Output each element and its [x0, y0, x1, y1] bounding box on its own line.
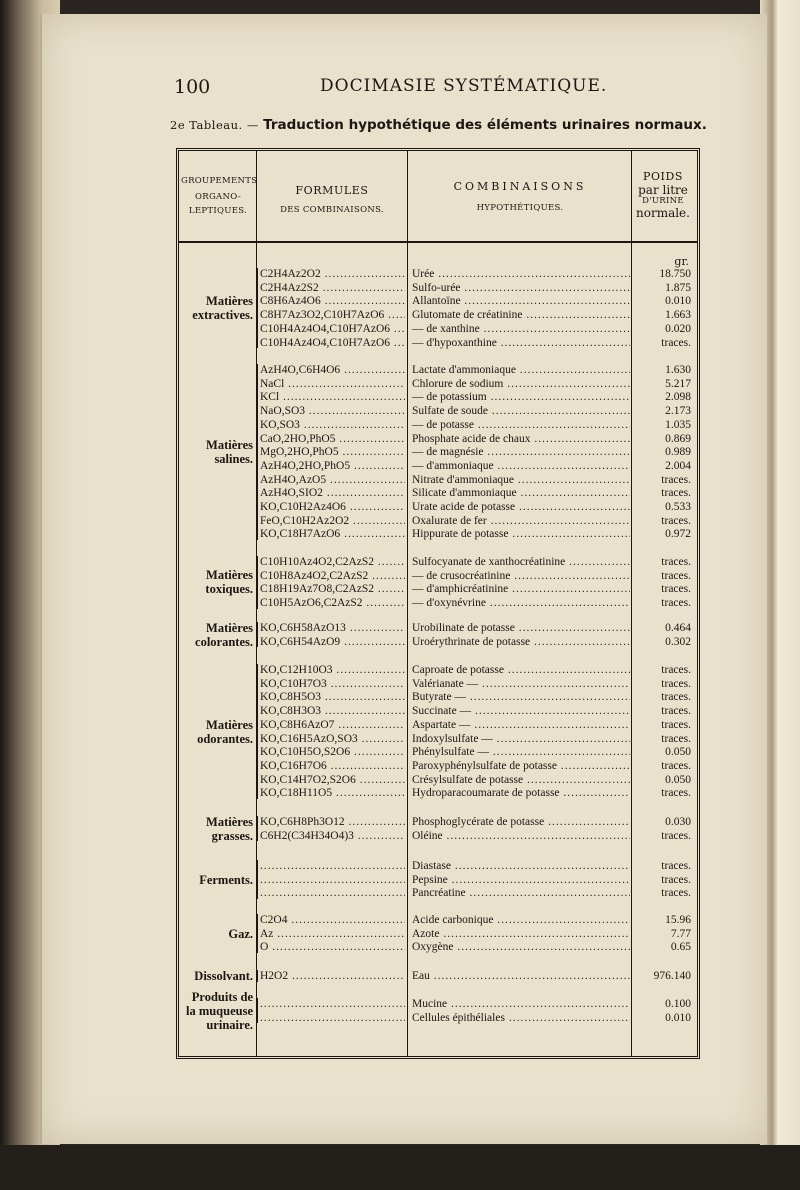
compound-cell: Mucine .....	[412, 997, 630, 1011]
weight-cell: traces.	[661, 705, 691, 718]
weight-cell: 18.750	[659, 268, 691, 280]
weight-cell: traces.	[661, 569, 691, 582]
table-row	[179, 718, 697, 732]
compound-cell: Urate acide de potasse .....	[412, 500, 630, 514]
compound-cell: Oléine .....	[412, 829, 630, 843]
weight-cell: traces.	[661, 664, 691, 676]
compound-cell: Phénylsulfate — .....	[412, 745, 630, 759]
data-table	[176, 148, 700, 1059]
compound-cell: Aspartate — .....	[412, 718, 630, 732]
compound-cell: Succinate — .....	[412, 704, 630, 718]
compound-cell: Diastase .....	[412, 859, 630, 873]
table-row	[179, 294, 697, 308]
table-row	[179, 569, 697, 583]
weight-cell: traces.	[661, 336, 691, 349]
weight-cell: 0.302	[665, 635, 691, 648]
weight-cell: 0.020	[665, 322, 691, 335]
weight-cell: 0.100	[665, 998, 691, 1010]
compound-cell: Acide carbonique .....	[412, 913, 630, 927]
compound-cell: Phosphate acide de chaux .....	[412, 432, 630, 446]
table-row	[179, 377, 697, 391]
formula-cell: NaO,SO3 .....	[260, 404, 405, 418]
formula-cell: KO,C10H7O3 .....	[260, 677, 405, 691]
compound-cell: Nitrate d'ammoniaque .....	[412, 473, 630, 487]
table-row	[179, 873, 697, 887]
table-row	[179, 322, 697, 336]
table-row	[179, 527, 697, 541]
formula-cell: C8H7Az3O2,C10H7AzO6 .....	[260, 308, 405, 322]
compound-cell: Caproate de potasse .....	[412, 663, 630, 677]
table-row	[179, 582, 697, 596]
table-row	[179, 663, 697, 677]
formula-cell: C2H4Az2O2 .....	[260, 267, 405, 281]
table-row	[179, 759, 697, 773]
weight-cell: 0.050	[665, 773, 691, 786]
group-label: Matières grasses.	[206, 814, 253, 843]
weight-cell: traces.	[661, 677, 691, 690]
formula-cell: KO,C10H2Az4O6 .....	[260, 500, 405, 514]
compound-cell: Butyrate — .....	[412, 690, 630, 704]
compound-cell: — de xanthine .....	[412, 322, 630, 336]
table-row	[179, 969, 697, 983]
weight-cell: traces.	[661, 759, 691, 772]
compound-cell: Sulfocyanate de xanthocréatinine .....	[412, 555, 630, 569]
compound-cell: — d'amphicréatinine .....	[412, 582, 630, 596]
header-text: COMBINAISONS	[453, 180, 587, 193]
weight-cell: traces.	[661, 887, 691, 900]
header-poids	[633, 171, 693, 221]
table-row	[179, 997, 697, 1011]
table-row	[179, 267, 697, 281]
group-label: Matières colorantes.	[195, 620, 253, 649]
compound-cell: Pancréatine .....	[412, 886, 630, 900]
table-row	[179, 363, 697, 377]
table-row	[179, 432, 697, 446]
weight-cell: 2.004	[665, 459, 691, 472]
table-row	[179, 308, 697, 322]
formula-cell: C8H6Az4O6 .....	[260, 294, 405, 308]
table-row	[179, 677, 697, 691]
compound-cell: Paroxyphénylsulfate de potasse .....	[412, 759, 630, 773]
header-formules	[259, 185, 405, 215]
formula-cell: KO,C8H6AzO7 .....	[260, 718, 405, 732]
formula-cell	[260, 873, 405, 887]
weight-cell: 1.035	[665, 418, 691, 431]
table-row	[179, 500, 697, 514]
compound-cell: — de potasse .....	[412, 418, 630, 432]
weight-cell: traces.	[661, 583, 691, 596]
weight-cell: 2.098	[665, 391, 691, 404]
caption-title: Traduction hypothétique des éléments urinaires normaux.	[263, 117, 707, 133]
weight-cell: traces.	[661, 556, 691, 568]
group-label: Produits de la muqueuse urinaire.	[185, 989, 253, 1032]
weight-cell: traces.	[661, 787, 691, 800]
weight-cell: traces.	[661, 473, 691, 486]
formula-cell: Az .....	[260, 927, 405, 941]
compound-cell: — de magnésie .....	[412, 445, 630, 459]
group-label: Ferments.	[199, 872, 253, 887]
table-row	[179, 336, 697, 350]
weight-cell: 0.030	[665, 816, 691, 828]
table-row	[179, 745, 697, 759]
formula-cell: KO,C18H7AzO6 .....	[260, 527, 405, 541]
weight-cell: traces.	[661, 487, 691, 500]
table-row	[179, 1011, 697, 1025]
weight-cell: 2.173	[665, 405, 691, 418]
weight-cell: 0.010	[665, 1011, 691, 1024]
formula-cell: C2O4 .....	[260, 913, 405, 927]
header-text: HYPOTHÉTIQUES.	[476, 202, 564, 213]
formula-cell: C10H5AzO6,C2AzS2 .....	[260, 596, 405, 610]
formula-cell: KO,SO3 .....	[260, 418, 405, 432]
background-shadow	[0, 1145, 800, 1190]
table-row	[179, 404, 697, 418]
formula-cell	[260, 859, 405, 873]
compound-cell: Indoxylsulfate — .....	[412, 732, 630, 746]
table-row	[179, 473, 697, 487]
compound-cell: Urée .....	[412, 267, 630, 281]
table-row	[179, 786, 697, 800]
weight-cell: traces.	[661, 691, 691, 704]
weight-cell: 7.77	[670, 927, 691, 940]
header-combinaisons	[410, 181, 630, 213]
compound-cell: Oxygène .....	[412, 940, 630, 954]
weight-cell: 0.989	[665, 446, 691, 459]
compound-cell: Allantoïne .....	[412, 294, 630, 308]
formula-cell: C18H19Az7O8,C2AzS2 .....	[260, 582, 405, 596]
table-row	[179, 886, 697, 900]
compound-cell: Hippurate de potasse .....	[412, 527, 630, 541]
table-row	[179, 635, 697, 649]
formula-cell: C2H4Az2S2 .....	[260, 281, 405, 295]
compound-cell: — d'oxynévrine .....	[412, 596, 630, 610]
page-number: 100	[174, 76, 211, 98]
compound-cell: Glutomate de créatinine .....	[412, 308, 630, 322]
formula-cell: O .....	[260, 940, 405, 954]
compound-cell: — d'hypoxanthine .....	[412, 336, 630, 350]
table-row	[179, 514, 697, 528]
table-row	[179, 732, 697, 746]
table-row	[179, 829, 697, 843]
compound-cell: Uroérythrinate de potasse .....	[412, 635, 630, 649]
header-divider	[179, 241, 697, 243]
table-row	[179, 815, 697, 829]
unit-label: gr.	[674, 255, 689, 268]
weight-cell: 1.630	[665, 364, 691, 376]
table-row	[179, 940, 697, 954]
header-groupements	[181, 176, 258, 216]
weight-cell: 0.869	[665, 432, 691, 445]
compound-cell: Lactate d'ammoniaque .....	[412, 363, 630, 377]
table-row	[179, 927, 697, 941]
compound-cell: Crésylsulfate de potasse .....	[412, 773, 630, 787]
header-text: DES COMBINAISONS.	[280, 204, 384, 215]
compound-cell: Hydroparacoumarate de potasse .....	[412, 786, 630, 800]
weight-cell: 0.972	[665, 528, 691, 541]
formula-cell: CaO,2HO,PhO5 .....	[260, 432, 405, 446]
table-row	[179, 418, 697, 432]
weight-cell: 1.663	[665, 309, 691, 322]
compound-cell: Chlorure de sodium .....	[412, 377, 630, 391]
table-row	[179, 621, 697, 635]
formula-cell: KO,C16H5AzO,SO3 .....	[260, 732, 405, 746]
formula-cell: C10H4Az4O4,C10H7AzO6 .....	[260, 322, 405, 336]
group-label: Dissolvant.	[194, 968, 253, 983]
table-row	[179, 773, 697, 787]
header-text: GROUPEMENTS	[181, 176, 258, 186]
compound-cell: — de crusocréatinine .....	[412, 569, 630, 583]
formula-cell: KO,C18H11O5 .....	[260, 786, 405, 800]
table-row	[179, 704, 697, 718]
weight-cell: 976.140	[653, 970, 691, 982]
compound-cell: Sulfo-urée .....	[412, 281, 630, 295]
weight-cell: 15.96	[665, 914, 691, 926]
compound-cell: Valérianate — .....	[412, 677, 630, 691]
formula-cell: KO,C8H3O3 .....	[260, 704, 405, 718]
header-text: ORGANO-	[195, 191, 241, 202]
formula-cell: MgO,2HO,PhO5 .....	[260, 445, 405, 459]
header-text: par litre	[638, 182, 688, 197]
compound-cell: Pepsine .....	[412, 873, 630, 887]
compound-cell: Sulfate de soude .....	[412, 404, 630, 418]
weight-cell: traces.	[661, 732, 691, 745]
formula-cell: NaCl .....	[260, 377, 405, 391]
formula-cell	[260, 1011, 405, 1025]
table-row	[179, 596, 697, 610]
table-row	[179, 913, 697, 927]
formula-cell: KO,C16H7O6 .....	[260, 759, 405, 773]
weight-cell: traces.	[661, 718, 691, 731]
formula-cell: KO,C14H7O2,S2O6 .....	[260, 773, 405, 787]
formula-cell: AzH4O,AzO5 .....	[260, 473, 405, 487]
table-row	[179, 859, 697, 873]
weight-cell: 1.875	[665, 281, 691, 294]
table-row	[179, 486, 697, 500]
table-row	[179, 390, 697, 404]
group-label: Gaz.	[228, 926, 253, 941]
formula-cell: AzH4O,SIO2 .....	[260, 486, 405, 500]
weight-cell: 0.464	[665, 622, 691, 634]
weight-cell: traces.	[661, 829, 691, 842]
running-title: DOCIMASIE SYSTÉMATIQUE.	[320, 76, 608, 96]
formula-cell: C10H8Az4O2,C2AzS2 .....	[260, 569, 405, 583]
compound-cell: Silicate d'ammoniaque .....	[412, 486, 630, 500]
table-row	[179, 555, 697, 569]
formula-cell: KO,C6H58AzO13 .....	[260, 621, 405, 635]
formula-cell: KO,C10H5O,S2O6 .....	[260, 745, 405, 759]
formula-cell: KCl .....	[260, 390, 405, 404]
weight-cell: traces.	[661, 860, 691, 872]
compound-cell: — d'ammoniaque .....	[412, 459, 630, 473]
compound-cell: Urobilinate de potasse .....	[412, 621, 630, 635]
compound-cell: Phosphoglycérate de potasse .....	[412, 815, 630, 829]
weight-cell: traces.	[661, 514, 691, 527]
header-text: FORMULES	[295, 184, 369, 197]
weight-cell: traces.	[661, 597, 691, 610]
group-label: Matières toxiques.	[205, 568, 253, 597]
weight-cell: 0.65	[670, 941, 691, 954]
header-text: normale.	[636, 206, 690, 221]
formula-cell	[260, 886, 405, 900]
table-row	[179, 281, 697, 295]
running-head	[150, 76, 710, 102]
header-text: LEPTIQUES.	[188, 205, 248, 216]
compound-cell: Oxalurate de fer .....	[412, 514, 630, 528]
header-text: D'URINE	[642, 196, 684, 207]
weight-cell: 5.217	[665, 377, 691, 390]
formula-cell: KO,C8H5O3 .....	[260, 690, 405, 704]
formula-cell: C10H4Az4O4,C10H7AzO6 .....	[260, 336, 405, 350]
table-row	[179, 445, 697, 459]
weight-cell: 0.010	[665, 295, 691, 308]
weight-cell: 0.050	[665, 746, 691, 759]
table-row	[179, 690, 697, 704]
formula-cell: KO,C6H54AzO9 .....	[260, 635, 405, 649]
table-caption	[170, 117, 730, 133]
compound-cell: Azote .....	[412, 927, 630, 941]
formula-cell: C10H10Az4O2,C2AzS2 .....	[260, 555, 405, 569]
weight-cell: 0.533	[665, 501, 691, 513]
formula-cell: AzH4O,2HO,PhO5 .....	[260, 459, 405, 473]
compound-cell: Cellules épithéliales .....	[412, 1011, 630, 1025]
formula-cell	[260, 997, 405, 1011]
formula-cell: FeO,C10H2Az2O2 .....	[260, 514, 405, 528]
formula-cell: KO,C6H8Ph3O12 .....	[260, 815, 405, 829]
weight-cell: traces.	[661, 873, 691, 886]
compound-cell: — de potassium .....	[412, 390, 630, 404]
formula-cell: AzH4O,C6H4O6 .....	[260, 363, 405, 377]
group-label: Matières extractives.	[192, 294, 253, 323]
caption-label: 2e Tableau. —	[170, 118, 259, 132]
formula-cell: C6H2(C34H34O4)3 .....	[260, 829, 405, 843]
table-row	[179, 459, 697, 473]
compound-cell: Eau .....	[412, 969, 630, 983]
header-text: POIDS	[642, 170, 684, 183]
group-label: Matières salines.	[206, 438, 253, 467]
group-label: Matières odorantes.	[197, 717, 253, 746]
formula-cell: H2O2 .....	[260, 969, 405, 983]
formula-cell: KO,C12H10O3 .....	[260, 663, 405, 677]
